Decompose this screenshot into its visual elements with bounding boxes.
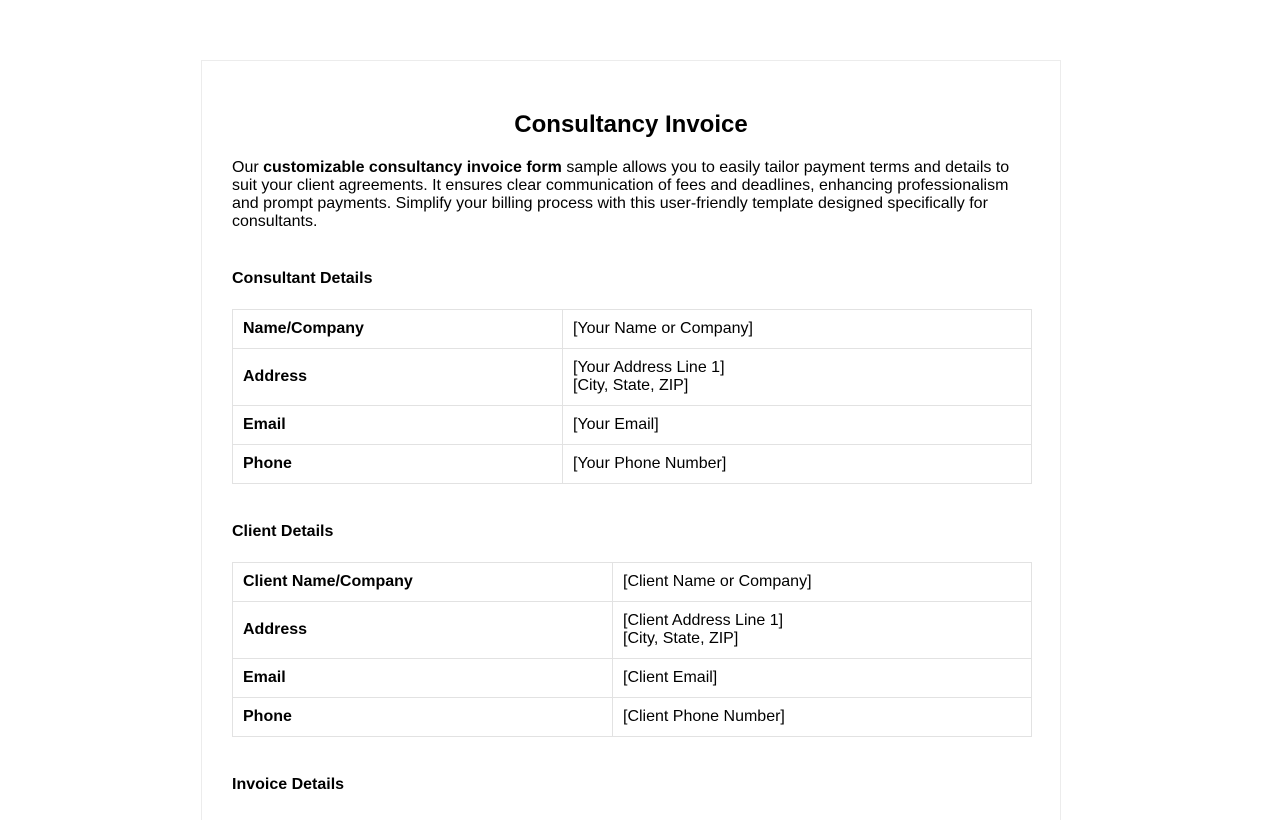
row-value (613, 563, 1032, 602)
client-details-table (232, 562, 1032, 737)
row-label: Address (233, 602, 613, 659)
value-line: [Client Name or Company] (623, 573, 812, 590)
table-row (233, 659, 1032, 698)
consultant-details-heading: Consultant Details (232, 270, 373, 287)
intro-paragraph (232, 159, 1030, 231)
value-line: [Your Address Line 1] (573, 359, 725, 376)
row-label: Phone (233, 445, 563, 484)
table-row (233, 563, 1032, 602)
row-value (563, 310, 1032, 349)
row-value (563, 445, 1032, 484)
row-value (613, 698, 1032, 737)
row-label: Phone (233, 698, 613, 737)
row-label: Email (233, 659, 613, 698)
invoice-details-heading: Invoice Details (232, 776, 345, 793)
row-label: Email (233, 406, 563, 445)
client-details-heading: Client Details (232, 523, 334, 540)
value-line: [City, State, ZIP] (623, 630, 739, 647)
table-row (233, 445, 1032, 484)
table-row (233, 698, 1032, 737)
intro-prefix: Our (232, 159, 264, 176)
intro-bold: customizable consultancy invoice form (263, 159, 562, 176)
value-line: [Client Email] (623, 669, 718, 686)
row-label: Name/Company (233, 310, 563, 349)
table-row (233, 406, 1032, 445)
invoice-document (201, 60, 1061, 820)
table-row (233, 349, 1032, 406)
table-row (233, 602, 1032, 659)
row-label: Client Name/Company (233, 563, 613, 602)
value-line: [Your Phone Number] (573, 455, 727, 472)
page-title: Consultancy Invoice (514, 111, 748, 138)
value-line: [Your Email] (573, 416, 659, 433)
value-line: [Client Address Line 1] (623, 612, 784, 629)
consultant-details-table (232, 309, 1032, 484)
row-value (613, 659, 1032, 698)
value-line: [Client Phone Number] (623, 708, 785, 725)
row-label: Address (233, 349, 563, 406)
table-row (233, 310, 1032, 349)
row-value (563, 406, 1032, 445)
row-value (563, 349, 1032, 406)
value-line: [Your Name or Company] (573, 320, 753, 337)
intro-suffix: sample allows you to easily tailor payment terms and details to suit your client agreements. It ensures clear communication of fees and deadlines, enhancing professionalism and prompt payments. Simplify your billing process with this user-friendly template designed specifically for consultants. (232, 159, 1010, 230)
value-line: [City, State, ZIP] (573, 377, 689, 394)
row-value (613, 602, 1032, 659)
